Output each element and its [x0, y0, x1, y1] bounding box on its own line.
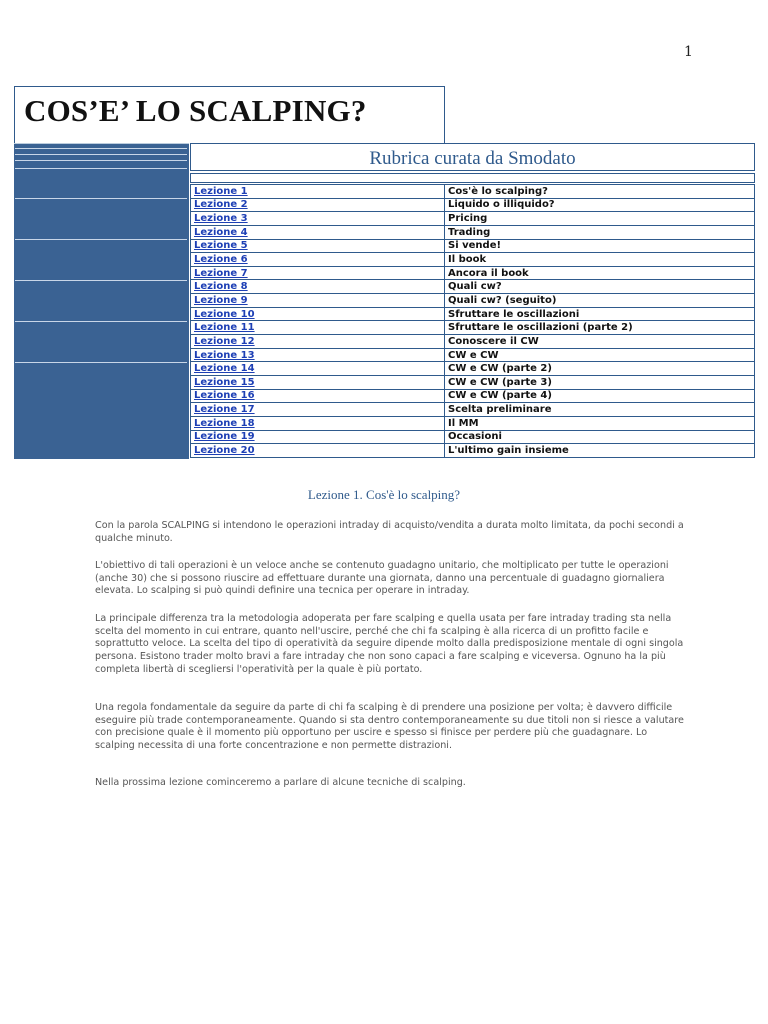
lesson-link[interactable]: Lezione 3 [194, 213, 248, 225]
lesson-row [191, 416, 755, 430]
lesson-link-cell [191, 239, 445, 253]
lesson-row [191, 321, 755, 335]
lesson-table [190, 184, 755, 458]
lesson-row [191, 444, 755, 458]
lesson-topic: Quali cw? [445, 280, 755, 294]
lesson-topic: CW e CW (parte 3) [445, 375, 755, 389]
lesson-row [191, 307, 755, 321]
subtitle: Rubrica curata da Smodato [369, 148, 576, 169]
subtitle-box [190, 143, 755, 171]
lesson-link-cell [191, 225, 445, 239]
lesson-row [191, 389, 755, 403]
lesson-link[interactable]: Lezione 1 [194, 185, 248, 197]
lesson-link-cell [191, 185, 445, 199]
lesson-topic: Sfruttare le oscillazioni [445, 307, 755, 321]
lesson-row [191, 348, 755, 362]
lesson-row [191, 403, 755, 417]
lesson-heading: Lezione 1. Cos'è lo scalping? [307, 487, 461, 502]
sidebar-panel [14, 143, 189, 459]
sidebar-divider [15, 362, 187, 363]
lesson-link[interactable]: Lezione 8 [194, 281, 248, 293]
lesson-link-cell [191, 307, 445, 321]
lesson-topic: Occasioni [445, 430, 755, 444]
lesson-link[interactable]: Lezione 7 [194, 267, 248, 279]
lesson-link-cell [191, 403, 445, 417]
lesson-link[interactable]: Lezione 20 [194, 444, 255, 456]
spacer-row [190, 173, 755, 183]
lesson-row [191, 362, 755, 376]
lesson-topic: Sfruttare le oscillazioni (parte 2) [445, 321, 755, 335]
paragraph: La principale differenza tra la metodologia adoperata per fare scalping e quella usata per fare intraday trading sta nella scelta del momento in cui entrare, quanto nell'uscire, perché che chi fa scalping è alla ricerca di un profitto facile e soprattutto veloce. La scelta del tipo di operatività da seguire dipende molto dalla predisposizione mentale di ogni singola persona. Esistono trader molto bravi a fare intraday che non sono capaci a fare scalping e viceversa. Ognuno ha la più completa libertà di scegliersi l'operatività per la quale è più portato. [95, 613, 684, 675]
paragraph: Nella prossima lezione cominceremo a parlare di alcune tecniche di scalping. [95, 777, 466, 788]
lesson-topic: Ancora il book [445, 266, 755, 280]
lesson-row [191, 212, 755, 226]
lesson-link-cell [191, 375, 445, 389]
lesson-link-cell [191, 389, 445, 403]
lesson-topic: Il MM [445, 416, 755, 430]
lesson-link[interactable]: Lezione 15 [194, 376, 255, 388]
lesson-link-cell [191, 444, 445, 458]
lesson-topic: CW e CW [445, 348, 755, 362]
lesson-link-cell [191, 321, 445, 335]
lesson-topic: Conoscere il CW [445, 335, 755, 349]
lesson-topic: Il book [445, 253, 755, 267]
sidebar-divider [15, 160, 187, 161]
lesson-link-cell [191, 198, 445, 212]
lesson-link[interactable]: Lezione 13 [194, 349, 255, 361]
lesson-link-cell [191, 266, 445, 280]
lesson-row [191, 280, 755, 294]
sidebar-divider [15, 280, 187, 281]
lesson-row [191, 239, 755, 253]
lesson-row [191, 375, 755, 389]
paragraph: Una regola fondamentale da seguire da parte di chi fa scalping è di prendere una posizione per volta; è davvero difficile eseguire più trade contemporaneamente. Quando si sta dentro contemporaneamente su due titoli non si riesce a valutare con precisione quale è il momento più opportuno per uscire e spesso si finisce per perdere più che guadagnare. Lo scalping necessita di una forte concentrazione e non permette distrazioni. [95, 702, 684, 752]
lesson-topic: CW e CW (parte 2) [445, 362, 755, 376]
lesson-link-cell [191, 335, 445, 349]
lesson-link[interactable]: Lezione 2 [194, 199, 248, 211]
sidebar-divider [15, 168, 187, 169]
lesson-link-cell [191, 280, 445, 294]
lesson-link[interactable]: Lezione 16 [194, 390, 255, 402]
lesson-topic: Pricing [445, 212, 755, 226]
lesson-link[interactable]: Lezione 5 [194, 240, 248, 252]
lesson-row [191, 335, 755, 349]
lesson-topic: L'ultimo gain insieme [445, 444, 755, 458]
lesson-link[interactable]: Lezione 9 [194, 294, 248, 306]
page-title: COS’E’ LO SCALPING? [24, 93, 367, 128]
lesson-link[interactable]: Lezione 11 [194, 322, 255, 334]
lesson-link[interactable]: Lezione 10 [194, 308, 255, 320]
sidebar-divider [15, 148, 187, 149]
title-box [14, 86, 445, 143]
lesson-link-cell [191, 430, 445, 444]
sidebar-divider [15, 239, 187, 240]
lesson-link-cell [191, 416, 445, 430]
lesson-link-cell [191, 348, 445, 362]
lesson-link-cell [191, 212, 445, 226]
lesson-row [191, 294, 755, 308]
lesson-row [191, 266, 755, 280]
lesson-topic: Liquido o illiquido? [445, 198, 755, 212]
lesson-topic: CW e CW (parte 4) [445, 389, 755, 403]
lesson-topic: Quali cw? (seguito) [445, 294, 755, 308]
lesson-link[interactable]: Lezione 14 [194, 363, 255, 375]
paragraph: L'obiettivo di tali operazioni è un veloce anche se contenuto guadagno unitario, che moltiplicato per tutte le operazioni (anche 30) che si possono riuscire ad effettuare durante una giornata, danno una percentuale di guadagno giornaliera elevata. Lo scalping si può quindi definire una tecnica per operare in intraday. [95, 560, 669, 597]
lesson-topic: Cos'è lo scalping? [445, 185, 755, 199]
lesson-row [191, 225, 755, 239]
sidebar-divider [15, 154, 187, 155]
lesson-link[interactable]: Lezione 17 [194, 404, 255, 416]
lesson-row [191, 198, 755, 212]
lesson-link-cell [191, 294, 445, 308]
paragraph: Con la parola SCALPING si intendono le operazioni intraday di acquisto/vendita a durata molto limitata, da pochi secondi a qualche minuto. [95, 520, 684, 544]
lesson-row [191, 185, 755, 199]
lesson-topic: Trading [445, 225, 755, 239]
lesson-link[interactable]: Lezione 18 [194, 417, 255, 429]
lesson-link[interactable]: Lezione 4 [194, 226, 248, 238]
lesson-row [191, 253, 755, 267]
lesson-link[interactable]: Lezione 6 [194, 254, 248, 266]
lesson-link-cell [191, 362, 445, 376]
sidebar-divider [15, 321, 187, 322]
lesson-link-cell [191, 253, 445, 267]
lesson-topic: Scelta preliminare [445, 403, 755, 417]
lesson-row [191, 430, 755, 444]
lesson-link[interactable]: Lezione 12 [194, 335, 255, 347]
lesson-topic: Si vende! [445, 239, 755, 253]
page-number: 1 [684, 44, 693, 60]
sidebar-divider [15, 198, 187, 199]
lesson-link[interactable]: Lezione 19 [194, 431, 255, 443]
